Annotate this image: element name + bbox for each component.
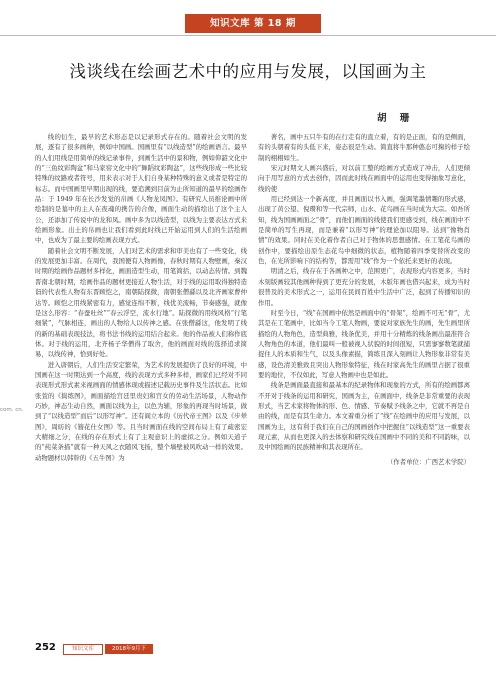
body-paragraph: 时至今日，“线”在国画中依然是画面中的“骨架”，绘画不可无“骨”，尤其是在工笔画中，比如当今工笔人物画，要说对家族先生的画，先生画里所描绘的人物角色，造型典雅，线条优美，并用十分精炼的线条画出最准符合人物角色的本道，他们最叫一般被视人状貌的时间很短，只需寥寥数笔就捕捉住人的本质和生气，以及头像素描，简练且深入刻画让人物形象非常有美感，设色清美雅致且突出人物形象特征，线在时家高先生的画里占据了很重要的地位，不仅如此，写意人物画中也是如此。 bbox=[258, 308, 470, 379]
article-title: 浅谈线在绘画艺术中的应用与发展，以国画为主 bbox=[69, 62, 427, 81]
footer-issue-date: 2018年9月下 bbox=[105, 644, 153, 654]
body-paragraph: 著名，画中五只牛有的在行走有的直立着，有的是正面，有的是侧面，有的头朝着有的头低下来，姿态很是生动。简直将牛那种憨态可掬的样子绘制的栩栩如生。 bbox=[258, 133, 470, 162]
author-affiliation: （作者单位：广西艺术学院） bbox=[386, 457, 470, 466]
body-paragraph: 用已经到达一个新高度，并且画面以书入画，强调笔墨情趣的形式感，出现了黄公望、倪瓒和等一代宗师，山水、花鸟画在当时成为大宗。如吾所知，线为国画画面之“骨”，而他们画面的线使我们更感受到，线在画面中不是简单的写生再现，而是兼着“以形写神”的理论加以阻导。达到“像物肖情”的效果。同时在美化着作者自己对于物体的思想感情。在工笔花鸟画的创作中，要描绘出原生态花鸟中细微的状态，植物随着四季变替所改变的色，在光所影响下的结构等，都需用“线”作为一个依托来更好的表现。 bbox=[258, 195, 470, 266]
body-paragraph: 随着社会文明不断发展，人们对艺术的需求和审美也有了一些变化，线的发展更加丰富。在周代，我国便有人物画像，春秋时期有人物壁画，秦汉时期的绘画作品题材多样化，画面造型生动，用笔简括，以动态传情。到魏晋南北朝时期，绘画作品的题材更接近人物生活，对于线的运用取得独特造诣的代表性人物有东晋顾恺之，南朝陆探微，南朝张僧繇以及北齐画家曹仲达等。顾恺之用线紧密有力，感觉连绵不断，线优美流畅，节奏感强，就像是这么形容：“春蚕吐丝”“春云浮空，流水行地”。陆探微的用线风格“行笔细紧”，气脉相连，画出的人物给人以传神之感。在张僧繇这，他发明了线的新的基础表现技法，将书法书线的运用结合起来。他的作品被人们称作底体。对于线的运用，北齐杨子华僧得了取舍，他的画面对线的选择追求简易，以线传神，恰到好处。 bbox=[35, 246, 247, 359]
body-paragraph: 明清之后，线存在于各画种之中，范围更广，表现形式内容更多，当时木刻版画较其他画种得到了更充分的发展，木版年画也借兴起来，成为当时很普及的美术形式之一，运用在民间百姓中生活中广泛，起到了传播知识的作用。 bbox=[258, 267, 470, 307]
header-rule bbox=[0, 35, 496, 36]
body-paragraph: 线的衍生，最早的艺术形态是以记录形式存在的。随着社会文明的发展，逐有了很多画种，例如中国画。国画里有“以线造型”的绘画语言。最早的人们用线是用简单的线记录事件，到画生活中的景和物，例如仰韶文化中的“三鱼纹彩陶盆”和马家窑文化中的“舞蹈纹彩陶盆”，这些线形成一些比较特殊的纹路或者符号，用来表示对于人们自身某种特殊的意义或者是特定的标志。而中国画里早期出现的线，要追溯到目前为止所知道的最早的绘画作品：于 1949 年在长沙发觉的帛画《人物龙凤图》。有研究人员推论画中所绘制的是墓中的主人在夜魂的携告的合像，画面生动的描绘出了这个主人公，还添加了传说中的龙和凤。画中多为以线造型，以线为主要表达方式来绘画形象。出土的帛画也让我们看到此时线已开始运用到人们的生活绘画中，也成为了最主要的绘画表现方式。 bbox=[35, 133, 247, 245]
body-paragraph: 宋元时期文人画兴盛后，对以前工整的绘画方式造成了冲击，人们更倾向于用写意的方式去创作，因而此时线在画面中的运用也变得抽象写意化，线的使 bbox=[258, 164, 470, 193]
right-column bbox=[258, 132, 470, 467]
article-author: 胡 珊 bbox=[377, 113, 415, 124]
footer-journal-name: 知识文库 bbox=[63, 644, 103, 655]
body-paragraph: 线条是画面最直接和最基本的纪录物体和现象的方式，所有的绘画都离不开对于线条的运用和研究，国画为主，在画面中，线条是非常重要的表现形式，当艺术家将物体的形、色、情感、节奏赋予线条之中，它就不再是自由的线，而是有其生命力。本文着重分析了“线”在绘画中的应用与发展，以国画为主，这有利于我们在自己的国画创作中把握住“以线造型”这一重要表现元素，从而也更深入的去体察和研究线在国画中不同的美和不同韵味，以及中国绘画的民族精神和其表现所在。 bbox=[258, 381, 470, 452]
page-header bbox=[0, 14, 496, 34]
page-number: 252 bbox=[35, 642, 56, 653]
body-paragraph: 进入唐朝后，人们生活安定繁荣，为艺术的发展提供了良好的环境，中国画在这一时期达到一个高度，线的表现方式多种多样，画家们已经对不同表现形式形式素来视画面的情感体现或描述记载历史事件及生活状态。比如张萱的《捣练图》，画面描绘宫廷里贵妇和宫女的劳动生活场景，人物动作巧妙，神态生动自然，画面以线为主，以色为辅，形象的再现当时场景，做到了“以线造型”而后“以形写神”。还有阎立本的《历代帝王图》以及《步辇图》，周昉的《簪花仕女图》等。且当时画面在线的空间布局上有了疏密宏大精细之分，在线的存在形式上有了主观意识上的虚拟之分。例如天道子的“莼菜条描”就有一种天风之衣随风飞扬，整个墙壁被风吹动一样的效果。动物题材以韩幹的《五牛图》为 bbox=[35, 360, 247, 462]
left-column bbox=[35, 132, 247, 463]
watermark-text: com. cn. bbox=[0, 407, 24, 413]
header-label: 知识文库 第 18 期 bbox=[210, 18, 296, 29]
